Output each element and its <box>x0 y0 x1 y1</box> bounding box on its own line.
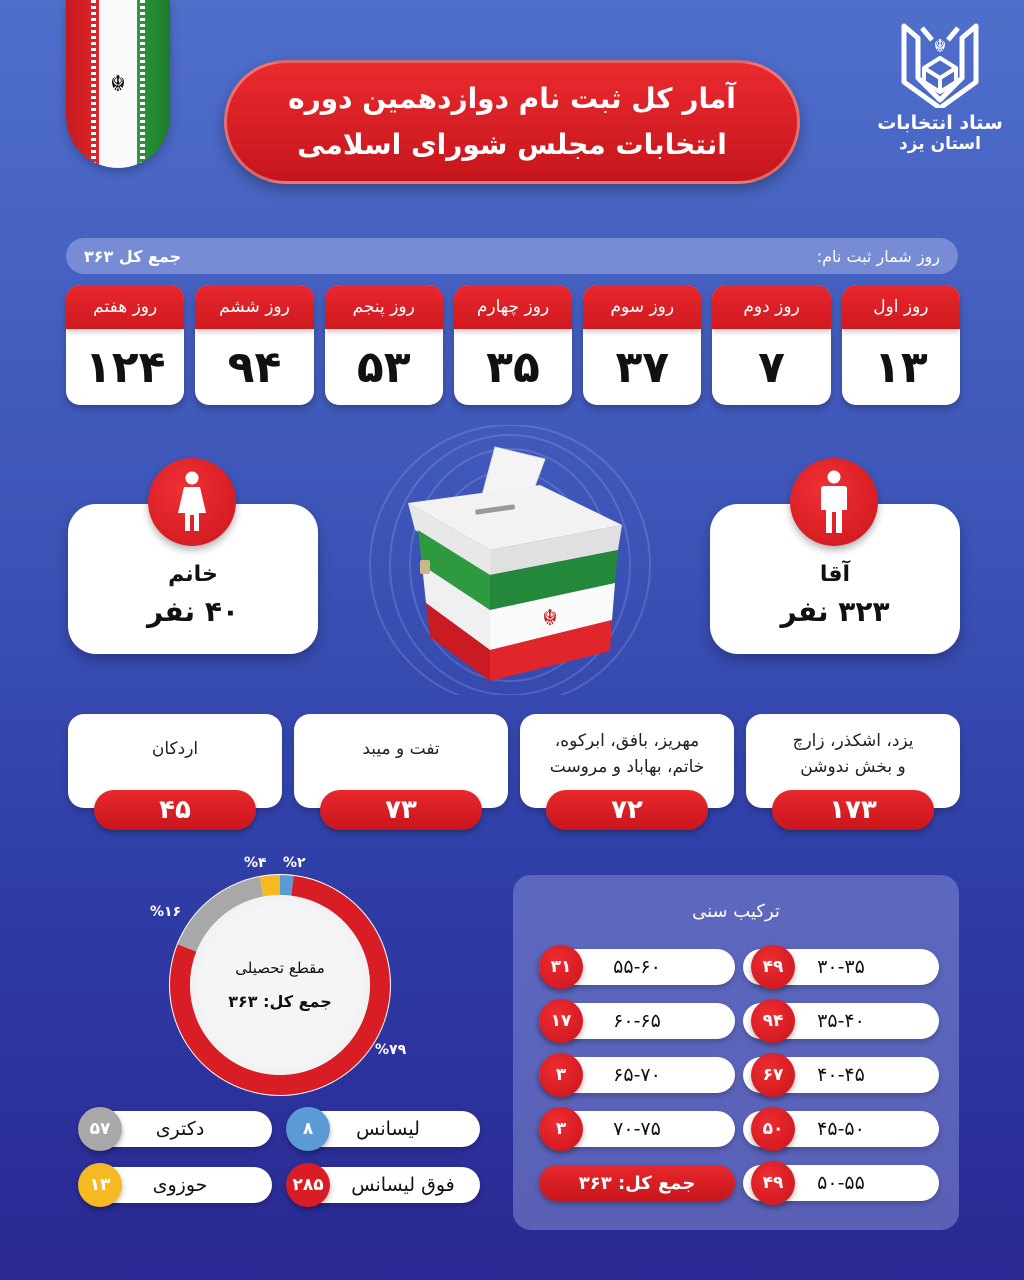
flag-green-stripe <box>137 0 170 168</box>
male-value: ۳۲۳ نفر <box>780 595 890 628</box>
day-label: روز دوم <box>712 285 830 329</box>
ballot-box-illustration <box>340 425 680 695</box>
svg-text:☬: ☬ <box>542 606 558 631</box>
day-cards <box>66 285 960 405</box>
legend-label: حوزوی <box>152 1174 208 1196</box>
day-value: ۳۷ <box>615 341 670 393</box>
male-label: آقا <box>819 562 851 587</box>
day-card-6 <box>195 285 313 405</box>
age-count-badge: ۳ <box>539 1053 583 1097</box>
donut-total: جمع کل: ۳۶۳ <box>228 992 332 1011</box>
day-label: روز پنجم <box>325 285 443 329</box>
age-count-badge: ۹۴ <box>751 999 795 1043</box>
ballot-box-logo-icon <box>900 18 980 108</box>
age-row: ۷۰-۷۵ <box>539 1111 735 1147</box>
legend-label: فوق لیسانس <box>351 1174 455 1196</box>
day-card-5 <box>325 285 443 405</box>
female-person-icon <box>175 471 209 533</box>
female-value: ۴۰ نفر <box>146 595 240 628</box>
registration-countdown-bar <box>66 238 958 274</box>
age-count-badge: ۴۹ <box>751 945 795 989</box>
age-row: ۳۵-۴۰ <box>743 1003 939 1039</box>
logo-text-line-1: ستاد انتخابات <box>877 112 1003 134</box>
region-name-line-2: و بخش ندوشن <box>800 757 906 777</box>
region-count-badge: ۷۲ <box>546 790 708 830</box>
donut-title: مقطع تحصیلی <box>235 959 325 977</box>
page-title <box>224 60 800 184</box>
legend-label: دکتری <box>155 1118 205 1140</box>
region-count-badge: ۱۷۳ <box>772 790 934 830</box>
age-row: ۳۰-۳۵ <box>743 949 939 985</box>
age-count-badge: ۳ <box>539 1107 583 1151</box>
day-label: روز ششم <box>195 285 313 329</box>
day-label: روز سوم <box>583 285 701 329</box>
age-row: ۶۰-۶۵ <box>539 1003 735 1039</box>
male-person-icon <box>820 470 848 534</box>
region-name-line-1: اردکان <box>151 739 199 759</box>
male-icon-circle <box>790 458 878 546</box>
day-card-7 <box>66 285 184 405</box>
pct-label-doctorate: %۱۶ <box>150 904 182 920</box>
logo-text-line-2: استان یزد <box>899 134 981 154</box>
day-value: ۷ <box>758 341 786 393</box>
day-value: ۱۳ <box>874 341 928 393</box>
region-name-line-2: خاتم، بهاباد و مروست <box>549 757 705 777</box>
legend-badge-seminary: ۱۳ <box>78 1163 122 1207</box>
pct-label-seminary: %۴ <box>244 855 267 871</box>
flag-red-stripe <box>66 0 99 168</box>
legend-badge-doctorate: ۵۷ <box>78 1107 122 1151</box>
pct-label-bachelor: %۲ <box>283 855 306 871</box>
region-name-line-1: یزد، اشکذر، زارچ <box>792 731 914 751</box>
day-value: ۹۴ <box>227 341 282 393</box>
day-label: روز چهارم <box>454 285 572 329</box>
day-label: روز هفتم <box>66 285 184 329</box>
title-line-2: انتخابات مجلس شورای اسلامی <box>297 128 727 161</box>
age-row: ۶۵-۷۰ <box>539 1057 735 1093</box>
iran-emblem-icon: ☬ <box>110 71 126 97</box>
region-count-badge: ۷۳ <box>320 790 482 830</box>
iran-flag-banner <box>66 0 170 168</box>
title-line-1: آمار کل ثبت نام دوازدهمین دوره <box>288 82 736 115</box>
age-count-badge: ۶۷ <box>751 1053 795 1097</box>
age-count-badge: ۳۱ <box>539 945 583 989</box>
age-count-badge: ۴۹ <box>751 1161 795 1205</box>
svg-text:☬: ☬ <box>933 36 947 57</box>
legend-badge-master: ۲۸۵ <box>286 1163 330 1207</box>
day-value: ۵۳ <box>356 341 411 393</box>
age-count-badge: ۵۰ <box>751 1107 795 1151</box>
election-hq-logo <box>870 18 1010 178</box>
age-panel-title: ترکیب سنی <box>692 901 780 922</box>
day-card-3 <box>583 285 701 405</box>
age-count-badge: ۱۷ <box>539 999 583 1043</box>
flag-white-stripe <box>99 0 137 168</box>
day-value: ۱۲۴ <box>84 341 166 393</box>
region-name-line-1: تفت و میبد <box>362 739 440 759</box>
day-card-2 <box>712 285 830 405</box>
age-row: ۴۵-۵۰ <box>743 1111 939 1147</box>
legend-label: لیسانس <box>356 1118 420 1140</box>
region-count-badge: ۴۵ <box>94 790 256 830</box>
donut-center-label <box>190 895 370 1075</box>
pct-label-master: %۷۹ <box>375 1042 407 1058</box>
age-total-badge: جمع کل: ۳۶۳ <box>539 1165 735 1201</box>
region-cards <box>66 714 960 832</box>
age-row: ۵۰-۵۵ <box>743 1165 939 1201</box>
age-composition-panel <box>513 875 959 1230</box>
countdown-total: جمع کل ۳۶۳ <box>84 246 182 266</box>
day-card-4 <box>454 285 572 405</box>
countdown-label: روز شمار ثبت نام: <box>816 246 940 266</box>
day-card-1 <box>842 285 960 405</box>
legend-badge-bachelor: ۸ <box>286 1107 330 1151</box>
age-row: ۵۵-۶۰ <box>539 949 735 985</box>
female-icon-circle <box>148 458 236 546</box>
age-row: ۴۰-۴۵ <box>743 1057 939 1093</box>
region-name-line-1: مهریز، بافق، ابرکوه، <box>554 731 700 751</box>
female-label: خانم <box>168 562 218 587</box>
day-label: روز اول <box>842 285 960 329</box>
day-value: ۳۵ <box>486 341 540 393</box>
